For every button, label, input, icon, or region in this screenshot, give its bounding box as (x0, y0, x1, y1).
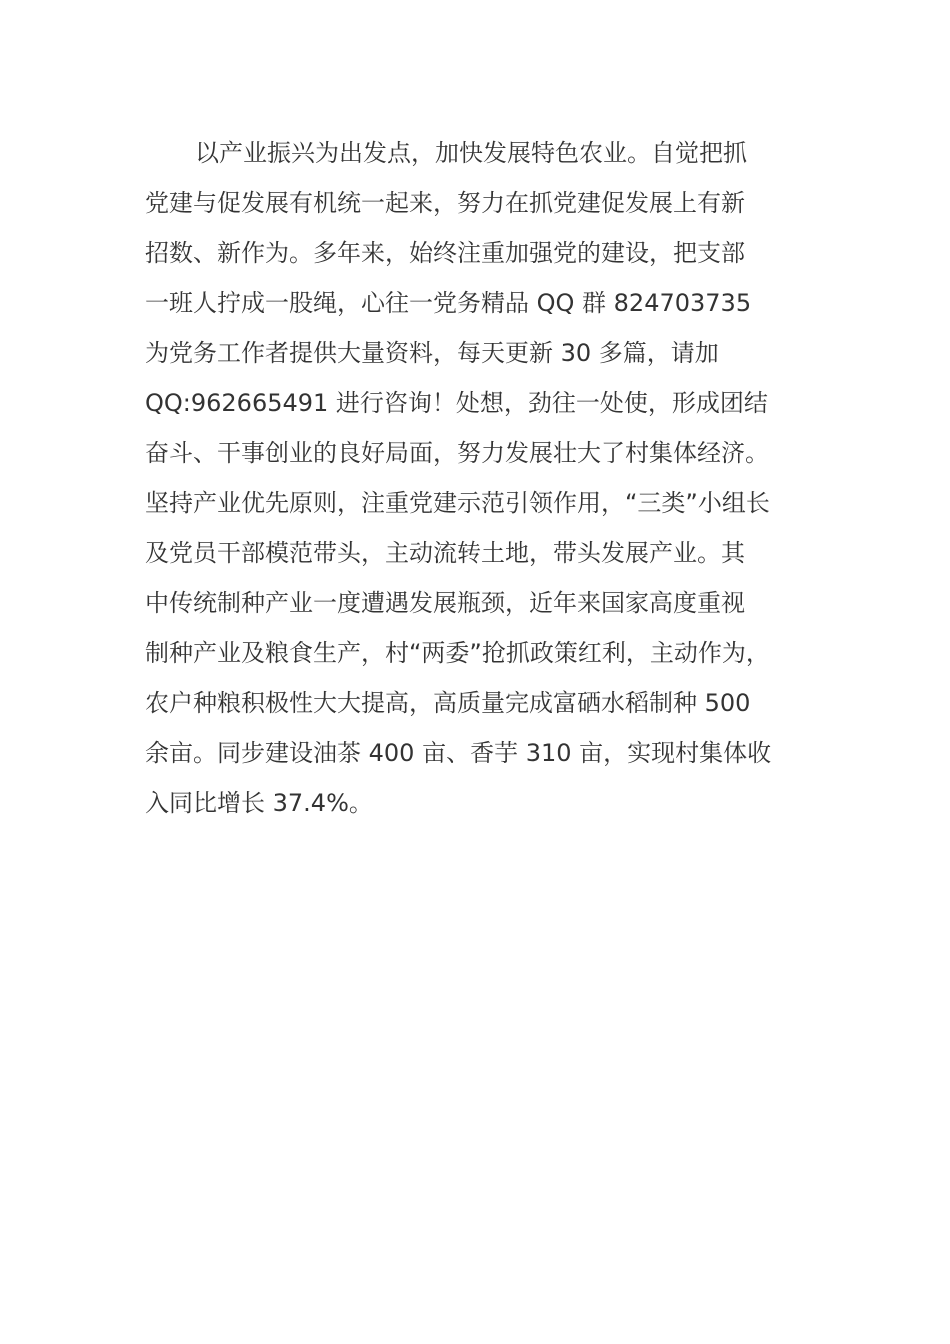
paragraph-line: 坚持产业优先原则，注重党建示范引领作用，“三类”小组长 (145, 489, 770, 517)
paragraph-line: 为党务工作者提供大量资料，每天更新 30 多篇，请加 (145, 339, 719, 367)
paragraph-line: 入同比增长 37.4%。 (145, 789, 373, 817)
paragraph-line: 余亩。同步建设油茶 400 亩、香芋 310 亩，实现村集体收 (145, 739, 772, 767)
paragraph-line: 招数、新作为。多年来，始终注重加强党的建设，把支部 (145, 239, 745, 267)
paragraph-line: 奋斗、干事创业的良好局面，努力发展壮大了村集体经济。 (145, 439, 769, 467)
paragraph-line: 一班人拧成一股绳，心往一党务精品 QQ 群 824703735 (145, 289, 752, 317)
paragraph-line: 农户种粮积极性大大提高，高质量完成富硒水稻制种 500 (145, 689, 751, 717)
paragraph-line: 党建与促发展有机统一起来，努力在抓党建促发展上有新 (145, 189, 745, 217)
paragraph-line: 制种产业及粮食生产，村“两委”抢抓政策红利，主动作为， (145, 639, 770, 667)
paragraph-line: 及党员干部模范带头，主动流转土地，带头发展产业。其 (145, 539, 745, 567)
paragraph-line: QQ:962665491 进行咨询！处想，劲往一处使，形成团结 (145, 389, 768, 417)
body-paragraph (145, 128, 825, 828)
paragraph-line: 以产业振兴为出发点，加快发展特色农业。自觉把抓 (195, 139, 747, 167)
paragraph-line: 中传统制种产业一度遭遇发展瓶颈，近年来国家高度重视 (145, 589, 745, 617)
